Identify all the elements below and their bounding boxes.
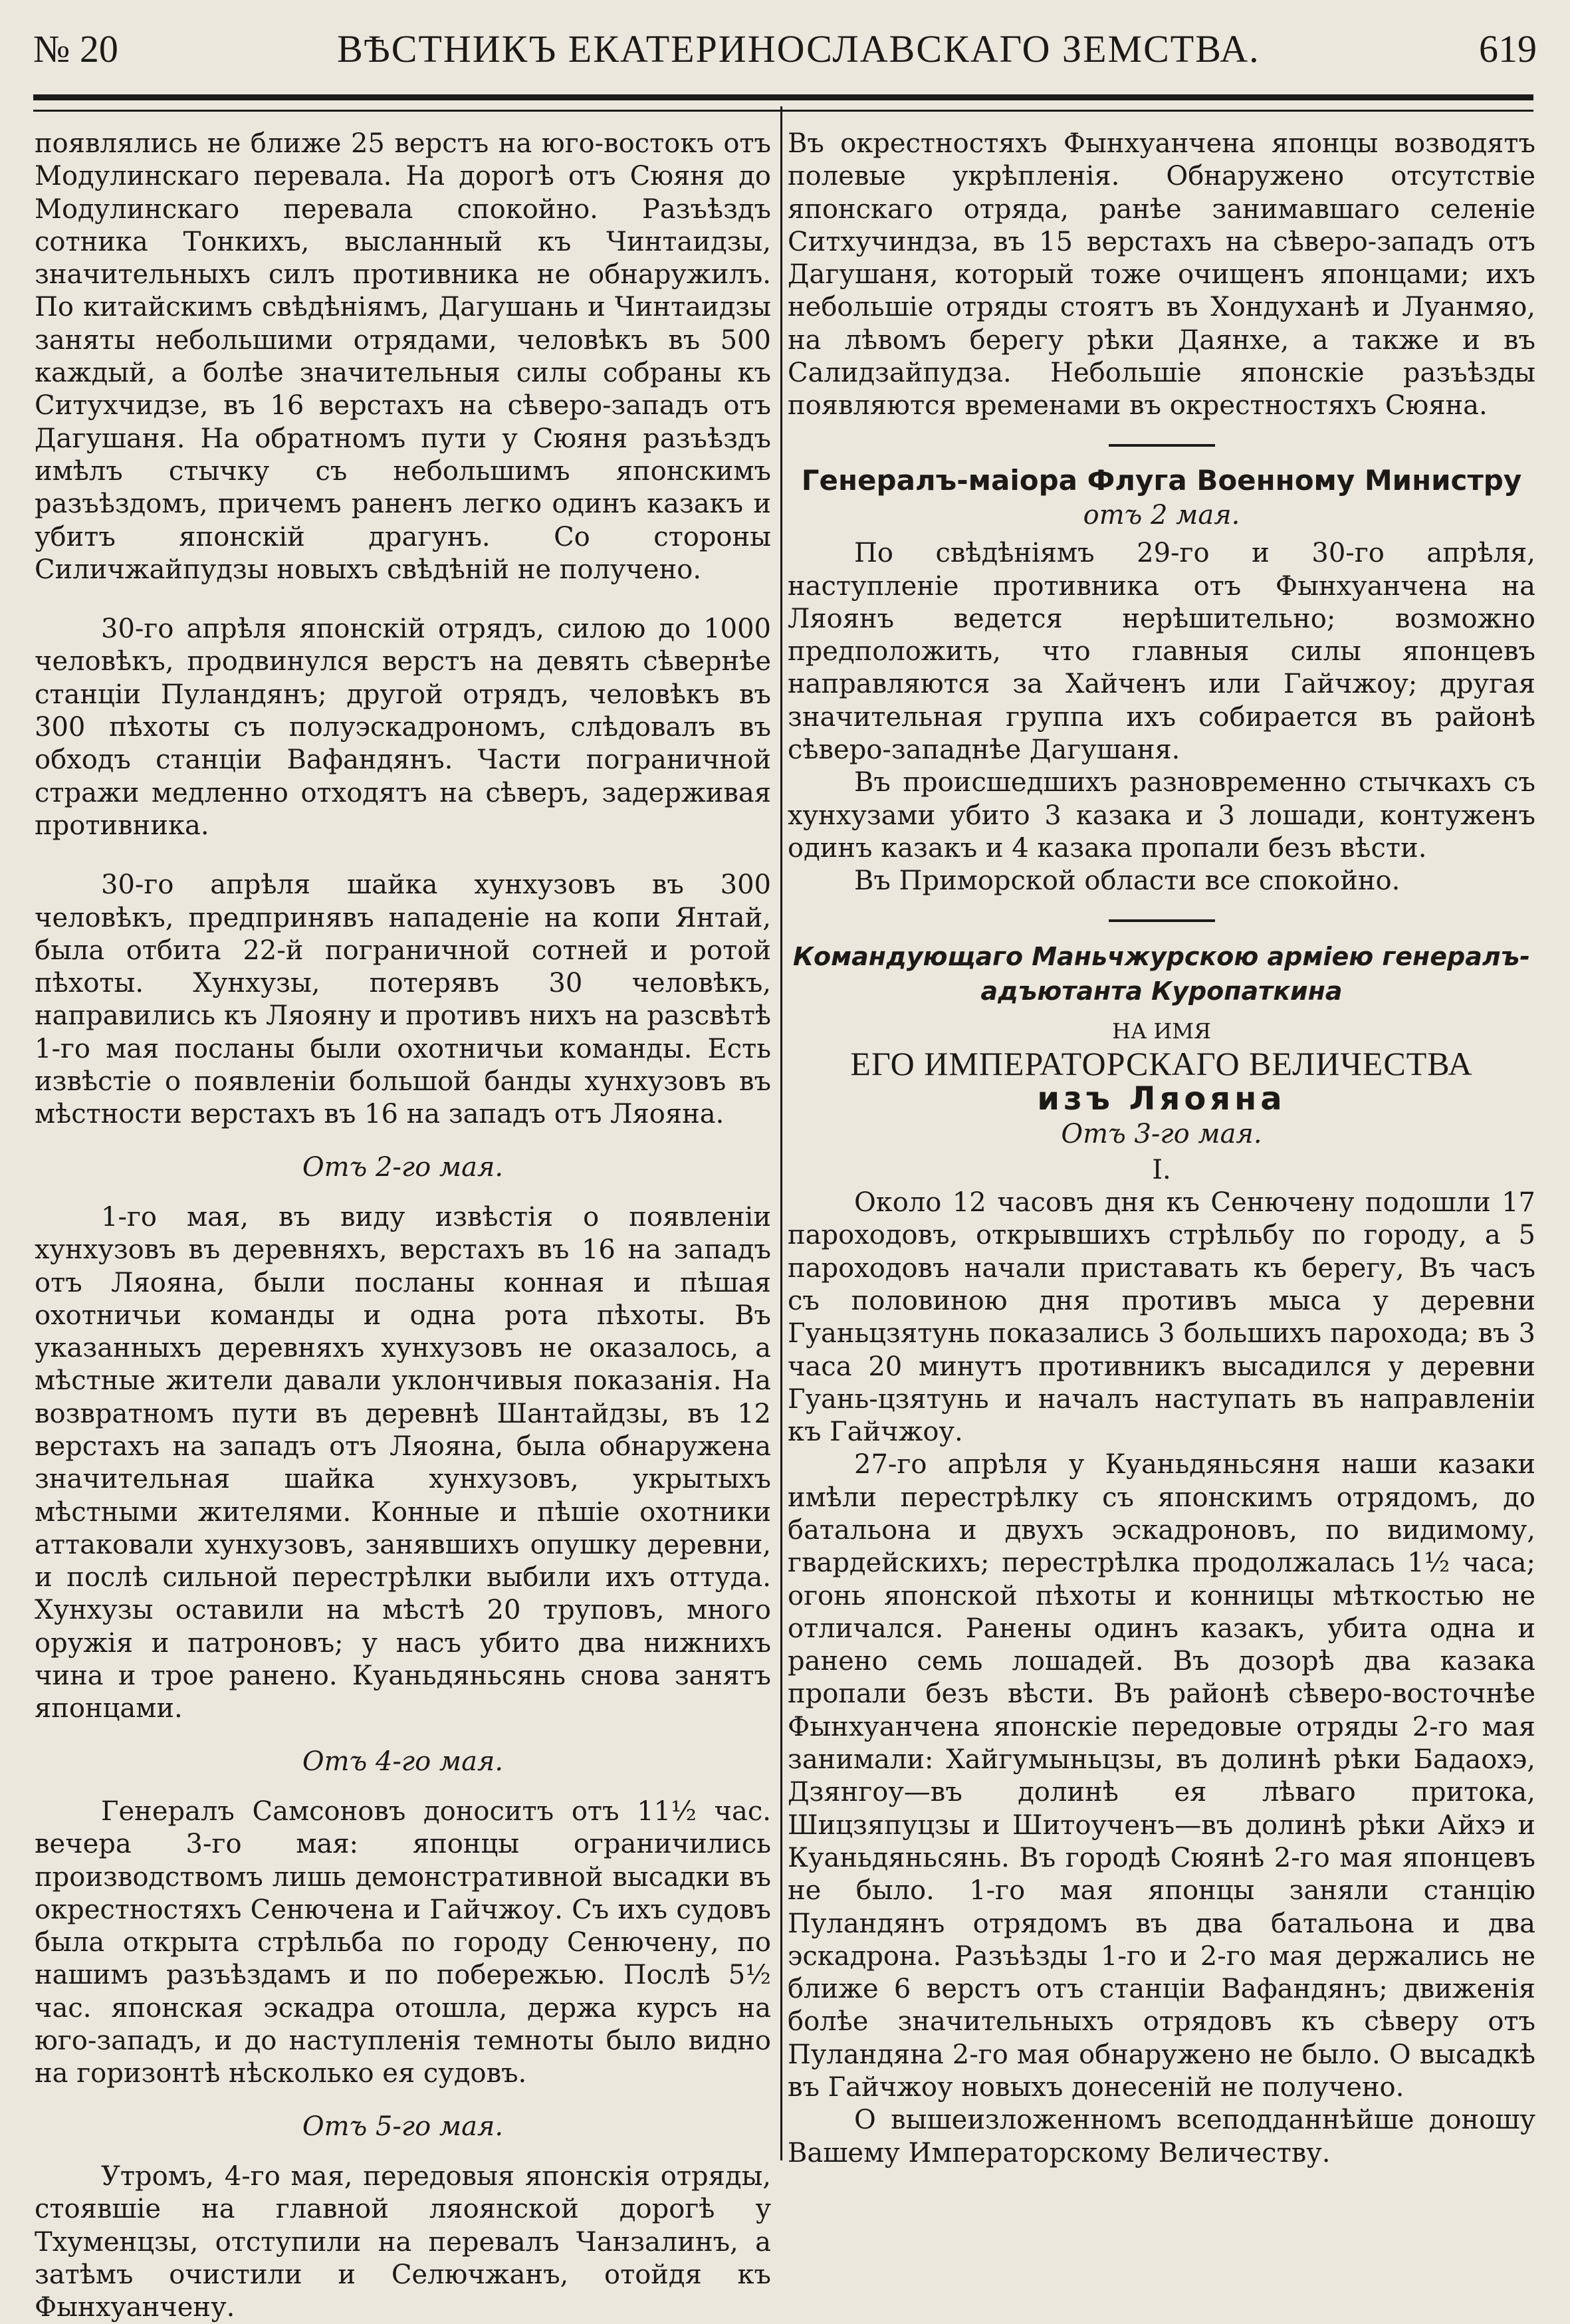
column-divider [780,106,782,2160]
section-rule [1109,919,1215,922]
date-subheading: Отъ 4-го мая. [302,1746,504,1777]
paragraph: Генералъ Самсоновъ доноситъ отъ 11½ час. вечера 3-го мая: японцы ограничились производствомъ лишь демонстративной высадки въ окрестностяхъ Сенючена и Гайчжоу. Съ ихъ судовъ была открыта стрѣльба по городу Сенючену, по нашимъ разъѣздамъ и по побережью. Послѣ 5½ час. японская эскадра отошла, держа курсъ на юго-западъ, и до наступленія темноты было видно на горизонтѣ нѣсколько ея судовъ. [35,1796,771,2089]
section-heading: Командующаго Маньчжурскою арміею генералъ-адъютанта Куропаткина [792,941,1531,1006]
paragraph: 27-го апрѣля у Куаньдяньсяня наши казаки имѣли перестрѣлку съ японскимъ отрядомъ, до батальона и двухъ эскадроновъ, по видимому, гвардейскихъ; перестрѣлка продолжалась 1½ часа; огонь японской пѣхоты и конницы мѣткостью не отличался. Ранены одинъ казакъ, убита одна и ранено семь лошадей. Въ дозорѣ два казака пропали безъ вѣсти. Въ районѣ сѣверо-восточнѣе Фынхуанчена японскіе передовые отряды 2-го мая занимали: Хайгумыньцзы, въ долинѣ рѣки Бадаохэ, Дзянгоу—въ долинѣ ея лѣваго притока, Шицзяпуцзы и Шитоученъ—въ долинѣ рѣки Айхэ и Куаньдяньсянь. Въ городѣ Сюянѣ 2-го мая японцевъ не было. 1-го мая японцы заняли станцію Пуландянъ отрядомъ въ два батальона и два эскадрона. Разъѣзды 1-го и 2-го мая держались не ближе 6 верстъ отъ станціи Вафандянъ; движенія болѣе значительныхъ отрядовъ къ сѣверу отъ Пуландяна 2-го мая обнаружено не было. О высадкѣ въ Гайчжоу новыхъ донесеній не получено. [788,1449,1535,2103]
paragraph: Утромъ, 4-го мая, передовыя японскія отряды, стоявшіе на главной ляоянской дорогѣ у Тхуменцзы, отступили на перевалъ Чанзалинъ, а затѣмъ очистили и Селючжанъ, отойдя къ Фынхуанчену. [35,2160,771,2323]
heading-line: НА ИМЯ [1112,1018,1211,1044]
page-number: 619 [1478,27,1537,70]
left-column [35,128,771,2324]
heading-line: изъ Ляояна [1037,1080,1286,1118]
paragraph: Въ окрестностяхъ Фынхуанчена японцы возводятъ полевые укрѣпленія. Обнаружено отсутствіе японскаго отряда, ранѣе занимавшаго селеніе Ситхучиндза, въ 15 верстахъ на сѣверо-западъ отъ Дагушаня, который тоже очищенъ японцами; ихъ небольшіе отряды стоятъ въ Хондуханѣ и Луанмяо, на лѣвомъ берегу рѣки Даянхе, а также и въ Салидзайпудза. Небольшіе японскіе разъѣзды появляются временами въ окрестностяхъ Сюяна. [788,128,1535,421]
journal-title: ВѢСТНИКЪ ЕКАТЕРИНОСЛАВСКАГО ЗЕМСТВА. [337,27,1260,70]
paragraph: появлялись не ближе 25 верстъ на юго-востокъ отъ Модулинскаго перевала. На дорогѣ отъ Сюяня до Модулинскаго перевала спокойно. Разъѣздъ сотника Тонкихъ, высланный къ Чинтаидзы, значительныхъ силъ противника не обнаружилъ. По китайскимъ свѣдѣніямъ, Дагушань и Чинтаидзы заняты небольшими отрядами, человѣкъ въ 500 каждый, а болѣе значительныя силы собраны къ Ситухчидзе, въ 16 верстахъ на сѣверо-западъ отъ Дагушаня. На обратномъ пути у Сюяня разъѣздъ имѣлъ стычку съ небольшимъ японскимъ разъѣздомъ, причемъ раненъ легко одинъ казакъ и убитъ японскій драгунъ. Со стороны Силичжайпудзы новыхъ свѣдѣній не получено. [35,128,771,585]
right-column [788,128,1535,2170]
date-subheading: Отъ 2-го мая. [302,1151,504,1183]
heading-line: ЕГО ИМПЕРАТОРСКАГО ВЕЛИЧЕСТВА [850,1044,1473,1082]
section-rule [1109,444,1215,447]
section-heading: Генералъ-маіора Флуга Военному Министру [801,463,1522,497]
paragraph: 1-го мая, въ виду извѣстія о появленіи хунхузовъ въ деревняхъ, верстахъ въ 16 на западъ отъ Ляояна, были посланы конная и пѣшая охотничьи команды и одна рота пѣхоты. Въ указанныхъ деревняхъ хунхузовъ не оказалось, а мѣстные жители давали уклончивыя показанія. На возвратномъ пути въ деревнѣ Шантайдзы, въ 12 верстахъ на западъ отъ Ляояна, была обнаружена значительная шайка хунхузовъ, укрытыхъ мѣстными жителями. Конные и пѣшіе охотники аттаковали хунхузовъ, занявшихъ опушку деревни, и послѣ сильной перестрѣлки выбили ихъ оттуда. Хунхузы оставили на мѣстѣ 20 труповъ, много оружія и патроновъ; у насъ убито два нижнихъ чина и трое ранено. Куаньдяньсянь снова занятъ японцами. [35,1201,771,1724]
date-subheading: отъ 2 мая. [1083,499,1240,530]
page-header [33,27,1537,80]
header-rule [33,94,1533,112]
issue-number: № 20 [33,27,118,70]
paragraph: По свѣдѣніямъ 29-го и 30-го апрѣля, наступленіе противника отъ Фынхуанчена на Ляоянъ ведется нерѣшительно; возможно предположить, что главныя силы японцевъ направляются за Хайченъ или Гайчжоу; другая значительная группа ихъ собирается въ районѣ сѣверо-западнѣе Дагушаня. [788,538,1535,766]
paragraph: О вышеизложенномъ всеподданнѣйше доношу Вашему Императорскому Величеству. [788,2105,1535,2168]
paragraph: Въ Приморской области все спокойно. [854,866,1401,897]
paragraph: Около 12 часовъ дня къ Сенючену подошли 17 пароходовъ, открывшихъ стрѣльбу по городу, а 5 пароходовъ начали приставать къ берегу, Въ часъ съ половиною дня противъ мыса у деревни Гуаньцзятунь показались 3 большихъ парохода; въ 3 часа 20 минутъ противникъ высадился у деревни Гуань-цзятунь и началъ наступать въ направленіи къ Гайчжоу. [788,1187,1535,1448]
paragraph: Въ происшедшихъ разновременно стычкахъ съ хунхузами убито 3 казака и 3 лошади, контуженъ одинъ казакъ и 4 казака пропали безъ вѣсти. [788,767,1535,864]
date-subheading: Отъ 5-го мая. [302,2111,504,2142]
date-subheading: Отъ 3-го мая. [1061,1119,1262,1150]
section-numeral: I. [1152,1154,1171,1185]
paragraph: 30-го апрѣля шайка хунхузовъ въ 300 человѣкъ, предпринявъ нападеніе на копи Янтай, была отбита 22-й пограничной сотней и ротой пѣхоты. Хунхузы, потерявъ 30 человѣкъ, направились къ Ляояну и противъ нихъ на разсвѣтѣ 1-го мая посланы были охотничьи команды. Есть извѣстіе о появленіи большой банды хунхузовъ въ мѣстности верстахъ въ 16 на западъ отъ Ляояна. [35,870,771,1130]
paragraph: 30-го апрѣля японскій отрядъ, силою до 1000 человѣкъ, продвинулся верстъ на девять сѣвернѣе станціи Пуландянъ; другой отрядъ, человѣкъ въ 300 пѣхоты съ полуэскадрономъ, слѣдовалъ въ обходъ станціи Вафандянъ. Части пограничной стражи медленно отходятъ на сѣверъ, задерживая противника. [35,614,771,841]
